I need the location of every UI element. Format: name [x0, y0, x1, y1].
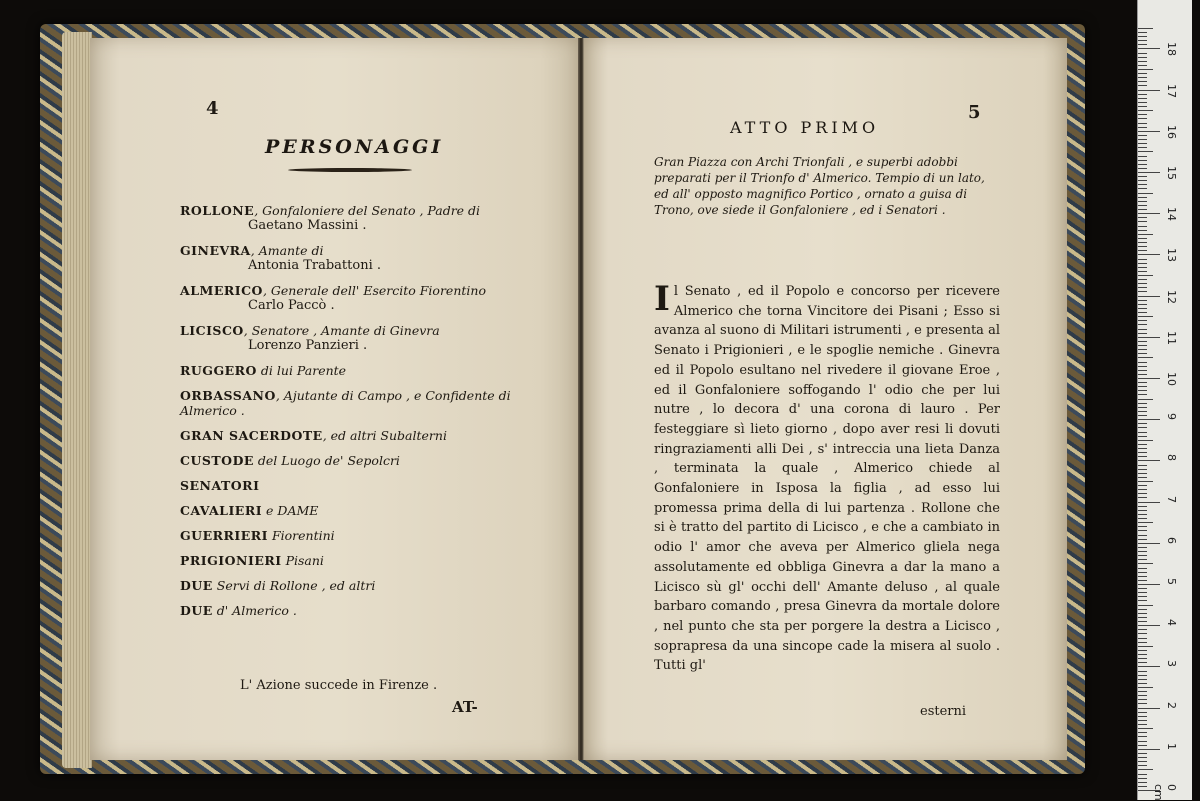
ruler-tick: [1138, 588, 1147, 589]
ruler-tick: [1138, 316, 1153, 317]
ruler-tick: [1138, 563, 1153, 564]
ruler-label: 9: [1165, 413, 1178, 421]
ruler-tick: [1138, 61, 1147, 62]
ruler-tick: [1138, 732, 1147, 733]
cast-description: , Amante di: [250, 243, 324, 258]
ruler-tick: [1138, 85, 1147, 86]
ruler-tick: [1138, 32, 1147, 33]
ruler-tick: [1138, 184, 1147, 185]
ruler-label: 18: [1165, 42, 1178, 57]
cast-role: GUERRIERI: [180, 528, 268, 543]
ruler-tick: [1138, 28, 1153, 29]
cast-role: LICISCO: [180, 323, 244, 338]
ruler-tick: [1138, 617, 1147, 618]
cast-description: , Senatore , Amante di Ginevra: [243, 323, 440, 338]
ruler-tick: [1138, 349, 1147, 350]
ruler-tick: [1138, 671, 1147, 672]
page-number-right: 5: [968, 102, 981, 123]
ruler-tick: [1138, 94, 1147, 95]
ruler-tick: [1138, 407, 1147, 408]
ruler-label: 17: [1165, 83, 1178, 98]
measuring-ruler: [1137, 0, 1192, 800]
ruler-tick: [1138, 213, 1160, 214]
ruler-tick: [1138, 168, 1147, 169]
scene-description: Gran Piazza con Archi Trionfali , e superbi adobbi preparati per il Trionfo d' Almerico. Tempio di un lato, ed all' opposto magnifico Portico , ornato a guisa di Trono, ove siede il Gonfaloniere , ed i Senatori .: [654, 155, 985, 217]
left-page: [90, 38, 581, 760]
ruler-tick: [1138, 308, 1147, 309]
catchword-left: AT-: [452, 698, 478, 716]
ruler-tick: [1138, 778, 1147, 779]
cast-actor: Gaetano Massini .: [248, 218, 367, 233]
ruler-tick: [1138, 378, 1160, 379]
right-page: [583, 38, 1067, 760]
ruler-tick: [1138, 98, 1147, 99]
ruler-tick: [1138, 242, 1147, 243]
cast-role: GINEVRA: [180, 243, 251, 258]
ruler-tick: [1138, 337, 1160, 338]
ruler-tick: [1138, 77, 1147, 78]
ruler-tick: [1138, 36, 1147, 37]
ruler-tick: [1138, 419, 1160, 420]
ruler-tick: [1138, 786, 1147, 787]
cast-role: ORBASSANO: [180, 388, 276, 403]
ruler-tick: [1138, 543, 1160, 544]
ruler-tick: [1138, 712, 1147, 713]
ruler-label: 11: [1165, 330, 1178, 345]
ruler-tick: [1138, 724, 1147, 725]
ruler-tick: [1138, 221, 1147, 222]
ruler-label: 13: [1165, 248, 1178, 263]
ruler-tick: [1138, 518, 1147, 519]
ruler-tick: [1138, 609, 1147, 610]
cast-description: Fiorentini: [268, 528, 335, 543]
ruler-tick: [1138, 757, 1147, 758]
ruler-tick: [1138, 300, 1147, 301]
ruler-tick: [1138, 699, 1147, 700]
ruler-tick: [1138, 650, 1147, 651]
ruler-tick: [1138, 209, 1147, 210]
ruler-tick: [1138, 362, 1147, 363]
ruler-label: 12: [1165, 289, 1178, 304]
ruler-tick: [1138, 621, 1147, 622]
cast-description: di lui Parente: [256, 363, 347, 378]
ruler-tick: [1138, 629, 1147, 630]
ruler-tick: [1138, 283, 1147, 284]
cast-entry: [180, 283, 570, 313]
ruler-tick: [1138, 625, 1160, 626]
ruler-tick: [1138, 341, 1147, 342]
ruler-tick: [1138, 440, 1153, 441]
ruler-tick: [1138, 716, 1147, 717]
ruler-label: 10: [1165, 372, 1178, 386]
cast-description: e DAME: [262, 503, 319, 518]
ruler-tick: [1138, 675, 1147, 676]
ruler-tick: [1138, 506, 1147, 507]
ruler-tick: [1138, 580, 1147, 581]
cast-entry: [180, 478, 570, 493]
ruler-tick: [1138, 320, 1147, 321]
ruler-tick: [1138, 263, 1147, 264]
cast-description: , Generale dell' Esercito Fiorentino: [262, 283, 486, 298]
cast-actor: Carlo Paccò .: [248, 298, 335, 313]
ruler-tick: [1138, 188, 1147, 189]
ruler-tick: [1138, 147, 1147, 148]
ruler-tick: [1138, 114, 1147, 115]
ruler-tick: [1138, 596, 1147, 597]
ruler-tick: [1138, 267, 1147, 268]
ruler-tick: [1138, 497, 1147, 498]
cast-role: ROLLONE: [180, 203, 255, 218]
ruler-tick: [1138, 106, 1147, 107]
ruler-tick: [1138, 559, 1147, 560]
ruler-tick: [1138, 646, 1153, 647]
ruler-tick: [1138, 250, 1147, 251]
ruler-tick: [1138, 576, 1147, 577]
ruler-label: 16: [1165, 124, 1178, 139]
ruler-tick: [1138, 477, 1147, 478]
ruler-tick: [1138, 695, 1147, 696]
cast-role: ALMERICO: [180, 283, 263, 298]
ruler-tick: [1138, 720, 1147, 721]
ruler-tick: [1138, 530, 1147, 531]
ruler-tick: [1138, 399, 1153, 400]
ruler-tick: [1138, 304, 1147, 305]
ruler-tick: [1138, 48, 1160, 49]
ruler-tick: [1138, 774, 1147, 775]
ruler-tick: [1138, 683, 1147, 684]
ruler-tick: [1138, 386, 1147, 387]
ruler-tick: [1138, 259, 1147, 260]
synopsis-body: l Senato , ed il Popolo e concorso per ricevere Almerico che torna Vincitore dei Pisani ; Esso si avanza al suono di Militari istrumenti , e presenta al Senato i Prigionieri , e le spoglie nemiche . Ginevra ed il Popolo esultano nel rivedere il giovane Eroe , ed il Gonfaloniere soffogando l' odio che per lui nutre , lo decora d' una corona di lauro . Per festeggiare sì lieto giorno , dopo aver resi li dovuti ringraziamenti alli Dei , s' intreccia una lieta Danza , terminata la quale , Almerico chiede al Gonfaloniere in Isposa la figlia , ad esso lui promessa prima della di lui partenza . Rollone che si è tratto del partito di Licisco , e che a cambiato in odio l' amor che aveva per Almerico gliela nega assolutamente ed obbliga Ginevra a dar la mano a Licisco sù gl' occhi dell' Amante deluso , al quale barbaro comando , presa Ginevra da mortale dolore , nel punto che sta per porgere la destra a Licisco , soprapresa da una sincope cade la misera al suolo . Tutti gl': [654, 284, 1000, 674]
ruler-tick: [1138, 296, 1160, 297]
cast-actor: Antonia Trabattoni .: [248, 258, 382, 273]
ruler-tick: [1138, 366, 1147, 367]
ruler-tick: [1138, 81, 1147, 82]
cast-description: Pisani: [281, 553, 324, 568]
act-heading: ATTO PRIMO: [730, 118, 880, 137]
ruler-tick: [1138, 662, 1147, 663]
ruler-tick: [1138, 254, 1160, 255]
ruler-tick: [1138, 230, 1147, 231]
ruler-tick: [1138, 510, 1147, 511]
ruler-tick: [1138, 642, 1147, 643]
ruler-tick: [1138, 638, 1147, 639]
ruler-label: 15: [1165, 166, 1178, 180]
ruler-tick: [1138, 568, 1147, 569]
ruler-tick: [1138, 271, 1147, 272]
ruler-tick: [1138, 312, 1147, 313]
ruler-tick: [1138, 658, 1147, 659]
page-heading-personaggi: PERSONAGGI: [265, 136, 444, 158]
ruler-label: 14: [1165, 207, 1178, 222]
ruler-tick: [1138, 172, 1160, 173]
ruler-tick: [1138, 600, 1147, 601]
ornamental-rule: [288, 168, 412, 172]
ruler-tick: [1138, 592, 1147, 593]
ruler-tick: [1138, 217, 1147, 218]
ruler-tick: [1138, 160, 1147, 161]
cast-role: RUGGERO: [180, 363, 257, 378]
ruler-tick: [1138, 90, 1160, 91]
ruler-tick: [1138, 703, 1147, 704]
ruler-tick: [1138, 473, 1147, 474]
ruler-tick: [1138, 502, 1160, 503]
ruler-tick: [1138, 444, 1147, 445]
ruler-tick: [1138, 139, 1147, 140]
ruler-tick: [1138, 201, 1147, 202]
ruler-tick: [1138, 481, 1153, 482]
ruler-tick: [1138, 65, 1147, 66]
page-number-left: 4: [206, 98, 219, 119]
cast-entry: [180, 528, 570, 543]
ruler-tick: [1138, 436, 1147, 437]
ruler-tick: [1138, 769, 1153, 770]
ruler-tick: [1138, 728, 1153, 729]
ruler-label: 6: [1165, 536, 1178, 544]
cast-role: DUE: [180, 603, 213, 618]
ruler-label: 2: [1165, 701, 1178, 709]
ruler-tick: [1138, 415, 1147, 416]
cast-role: DUE: [180, 578, 213, 593]
ruler-tick: [1138, 633, 1147, 634]
ruler-tick: [1138, 687, 1153, 688]
ruler-label: 5: [1165, 578, 1178, 585]
ruler-tick: [1138, 411, 1147, 412]
ruler-tick: [1138, 432, 1147, 433]
ruler-tick: [1138, 736, 1147, 737]
ruler-tick: [1138, 370, 1147, 371]
cast-entry: [180, 453, 570, 468]
ruler-tick: [1138, 57, 1147, 58]
ruler-tick: [1138, 324, 1147, 325]
cast-description: , ed altri Subalterni: [322, 428, 447, 443]
ruler-tick: [1138, 613, 1147, 614]
ruler-tick: [1138, 547, 1147, 548]
setting-note: L' Azione succede in Firenze .: [240, 678, 438, 693]
ruler-tick: [1138, 551, 1147, 552]
ruler-tick: [1138, 465, 1147, 466]
ruler-tick: [1138, 164, 1147, 165]
ruler-tick: [1138, 291, 1147, 292]
cast-entry: [180, 203, 570, 233]
ruler-tick: [1138, 522, 1153, 523]
cast-actor: Lorenzo Panzieri .: [248, 338, 368, 353]
ruler-tick: [1138, 403, 1147, 404]
ruler-tick: [1138, 782, 1147, 783]
ruler-tick: [1138, 761, 1147, 762]
ruler-tick: [1138, 205, 1147, 206]
ruler-tick: [1138, 287, 1147, 288]
cast-description: d' Almerico .: [212, 603, 297, 618]
ruler-tick: [1138, 469, 1147, 470]
ruler-tick: [1138, 333, 1147, 334]
ruler-tick: [1138, 654, 1147, 655]
cast-list: [180, 203, 570, 628]
ruler-tick: [1138, 151, 1153, 152]
cast-description: del Luogo de' Sepolcri: [253, 453, 400, 468]
ruler-tick: [1138, 234, 1153, 235]
ruler-tick: [1138, 708, 1160, 709]
ruler-tick: [1138, 584, 1160, 585]
catchword-right: esterni: [920, 704, 967, 719]
ruler-label: 4: [1165, 619, 1178, 627]
cast-role: PRIGIONIERI: [180, 553, 282, 568]
ruler-tick: [1138, 485, 1147, 486]
ruler-tick: [1138, 390, 1147, 391]
ruler-tick: [1138, 679, 1147, 680]
book-cover: [40, 24, 1085, 774]
cast-role: GRAN SACERDOTE: [180, 428, 323, 443]
ruler-tick: [1138, 73, 1147, 74]
cast-entry: [180, 323, 570, 353]
ruler-tick: [1138, 526, 1147, 527]
ruler-tick: [1138, 374, 1147, 375]
cast-entry: [180, 603, 570, 618]
ruler-tick: [1138, 329, 1147, 330]
ruler-tick: [1138, 131, 1160, 132]
ruler-tick: [1138, 394, 1147, 395]
cast-role: SENATORI: [180, 478, 260, 493]
ruler-label: 3: [1165, 660, 1178, 668]
ruler-tick: [1138, 123, 1147, 124]
ruler-tick: [1138, 427, 1147, 428]
ruler-tick: [1138, 226, 1147, 227]
ruler-tick: [1138, 197, 1147, 198]
ruler-tick: [1138, 555, 1147, 556]
ruler-tick: [1138, 423, 1147, 424]
ruler-tick: [1138, 605, 1153, 606]
ruler-tick: [1138, 135, 1147, 136]
ruler-tick: [1138, 118, 1147, 119]
drop-cap: I: [654, 279, 670, 319]
cast-entry: [180, 553, 570, 568]
ruler-tick: [1138, 535, 1147, 536]
cast-entry: [180, 388, 570, 418]
cast-entry: [180, 578, 570, 593]
cast-role: CUSTODE: [180, 453, 254, 468]
ruler-tick: [1138, 452, 1147, 453]
ruler-tick: [1138, 176, 1147, 177]
ruler-tick: [1138, 357, 1153, 358]
ruler-tick: [1138, 275, 1153, 276]
synopsis-text: [654, 279, 1000, 676]
ruler-label: 1: [1165, 742, 1178, 750]
ruler-tick: [1138, 193, 1153, 194]
ruler-tick: [1138, 539, 1147, 540]
ruler-tick: [1138, 353, 1147, 354]
ruler-tick: [1138, 143, 1147, 144]
ruler-tick: [1138, 456, 1147, 457]
ruler-tick: [1138, 489, 1147, 490]
ruler-tick: [1138, 40, 1147, 41]
cast-entry: [180, 243, 570, 273]
ruler-tick: [1138, 110, 1153, 111]
ruler-tick: [1138, 514, 1147, 515]
ruler-tick: [1138, 279, 1147, 280]
ruler-tick: [1138, 749, 1160, 750]
ruler-label: 7: [1165, 495, 1178, 503]
cast-description: , Gonfaloniere del Senato , Padre di: [254, 203, 481, 218]
ruler-label: 0 cm: [1152, 784, 1178, 801]
ruler-tick: [1138, 180, 1147, 181]
cast-description: Servi di Rollone , ed altri: [212, 578, 376, 593]
cast-entry: [180, 363, 570, 378]
ruler-tick: [1138, 460, 1160, 461]
ruler-tick: [1138, 69, 1153, 70]
ruler-tick: [1138, 102, 1147, 103]
ruler-label: 8: [1165, 454, 1178, 462]
ruler-tick: [1138, 691, 1147, 692]
cast-role: CAVALIERI: [180, 503, 263, 518]
ruler-tick: [1138, 448, 1147, 449]
ruler-tick: [1138, 745, 1147, 746]
ruler-tick: [1138, 666, 1160, 667]
cast-entry: [180, 503, 570, 518]
cast-description: , Ajutante di Campo , e Confidente di Almerico .: [180, 388, 511, 418]
ruler-tick: [1138, 741, 1147, 742]
ruler-tick: [1138, 53, 1147, 54]
ruler-tick: [1138, 246, 1147, 247]
ruler-tick: [1138, 572, 1147, 573]
ruler-tick: [1138, 156, 1147, 157]
ruler-tick: [1138, 345, 1147, 346]
ruler-tick: [1138, 765, 1147, 766]
ruler-tick: [1138, 493, 1147, 494]
cast-entry: [180, 428, 570, 443]
ruler-tick: [1138, 382, 1147, 383]
ruler-tick: [1138, 44, 1147, 45]
page-edges: [62, 32, 92, 768]
ruler-tick: [1138, 753, 1147, 754]
ruler-tick: [1138, 238, 1147, 239]
ruler-tick: [1138, 127, 1147, 128]
